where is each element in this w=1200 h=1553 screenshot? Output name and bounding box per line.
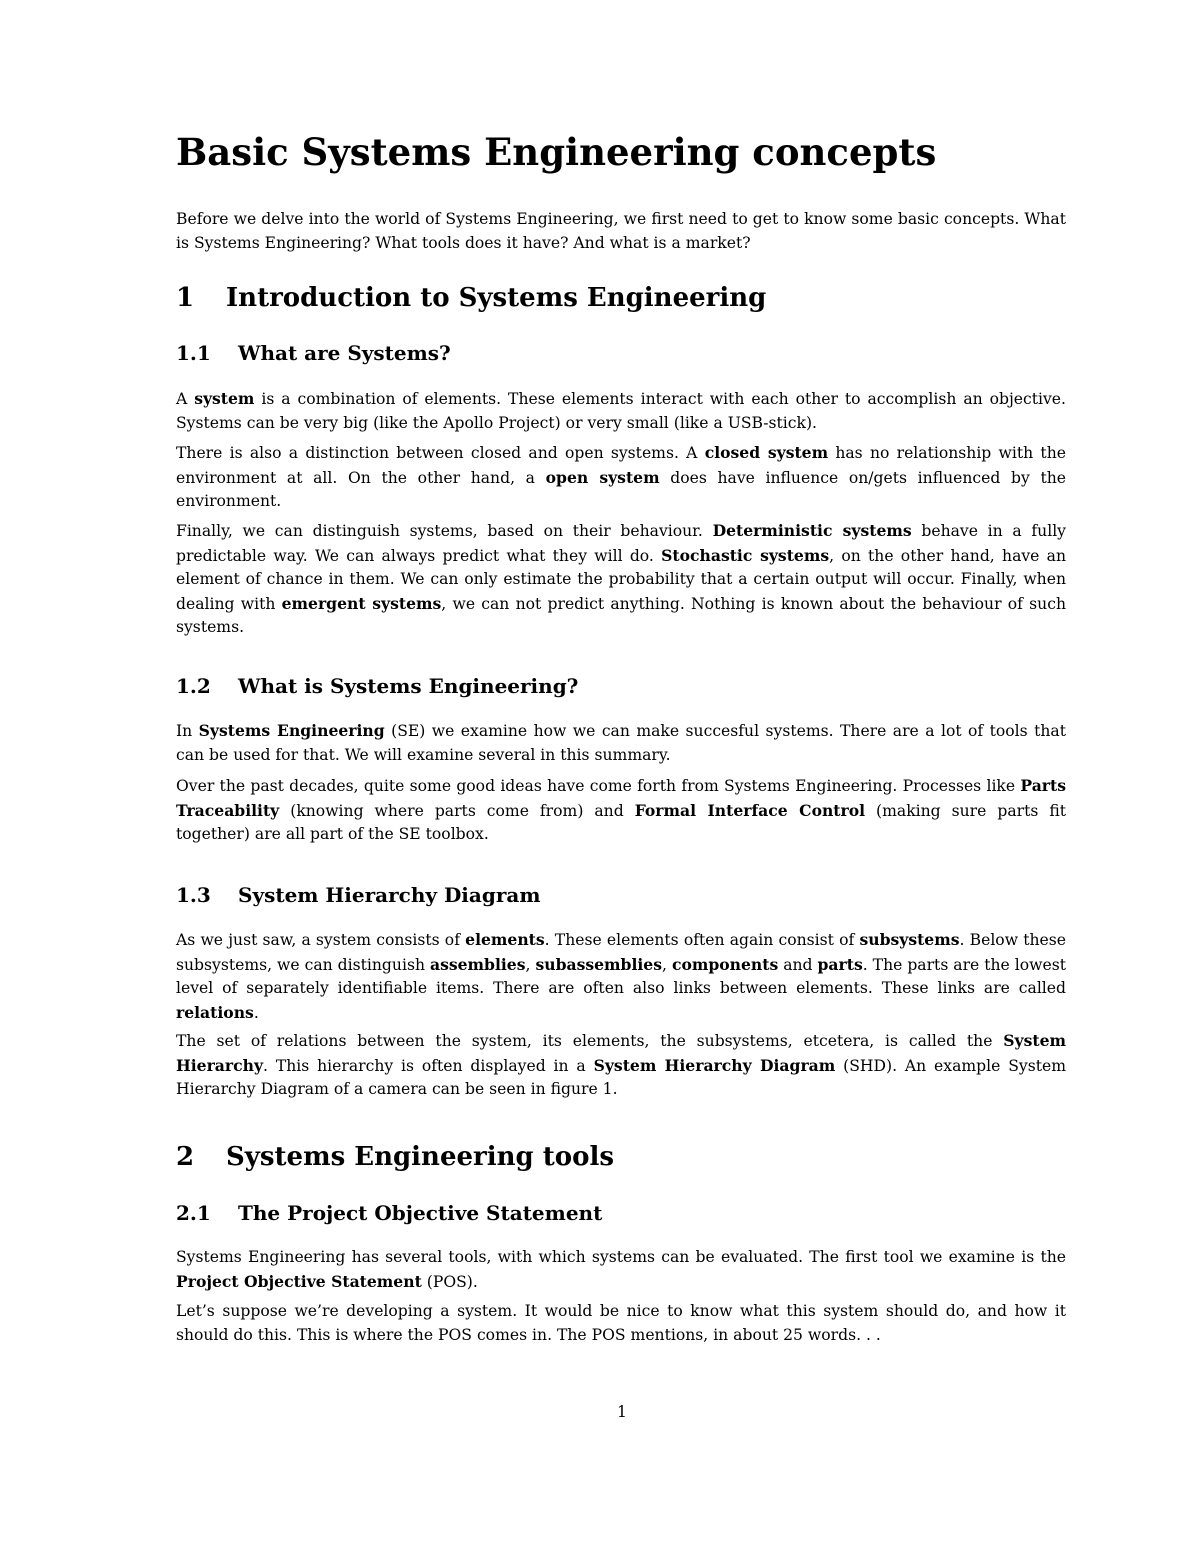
subsection-title: What is Systems Engineering? [238,674,579,698]
term: Stochastic systems [661,545,830,565]
section-2-heading [176,1141,614,1173]
paragraph: In Systems Engineering (SE) we examine how we can make succesful systems. There are a lot of tools that can be used for that. We will examine several in this summary. [176,721,1066,764]
paragraph: A system is a combination of elements. These elements interact with each other to accomplish an objective. Systems can be very big (like the Apollo Project) or very small (like a USB-stick). [176,389,1066,432]
paragraph: Over the past decades, quite some good ideas have come forth from Systems Engineering. Processes like Parts Traceability (knowing where parts come from) and Formal Interface Control (making sure parts fit together) are all part of the SE toolbox. [176,776,1066,843]
term: Formal Interface Control [634,800,866,820]
term: System Hierarchy Diagram [593,1055,836,1075]
term: Systems Engineering [198,721,385,740]
term: components [671,954,779,974]
term: subassemblies [535,954,663,974]
subsection-1-3-heading [176,882,541,908]
section-number: 2 [176,1142,195,1172]
term: System Hierarchy [176,1031,1066,1075]
subsection-2-1-heading [176,1200,602,1226]
paragraph: Systems Engineering has several tools, with which systems can be evaluated. The first tool we examine is the Project Objective Statement (POS). [176,1248,1066,1291]
subsection-number: 2.1 [176,1201,211,1225]
subsection-1-2-heading [176,673,578,699]
subsection-title: The Project Objective Statement [238,1201,603,1225]
paragraph: Finally, we can distinguish systems, based on their behaviour. Deterministic systems behave in a fully predictable way. We can always predict what they will do. Stochastic systems, on the other hand, have an element of chance in them. We can only estimate the probability that a certain output will occur. Finally, when dealing with emergent systems, we can not predict anything. Nothing is known about the behaviour of such systems. [176,521,1066,636]
term: system [194,389,255,408]
term: subsystems [859,930,960,949]
term: open system [545,467,660,487]
section-title: Systems Engineering tools [226,1142,614,1172]
paragraph: The set of relations between the system, its elements, the subsystems, etcetera, is called the System Hierarchy. This hierarchy is often displayed in a System Hierarchy Diagram (SHD). An example System Hierarchy Diagram of a camera can be seen in figure 1. [176,1031,1066,1098]
document-title: Basic Systems Engineering concepts [176,130,937,174]
term: parts [817,954,863,974]
paragraph: There is also a distinction between closed and open systems. A closed system has no relationship with the environment at all. On the other hand, a open system does have influence on/gets influenced by the environment. [176,443,1066,510]
paragraph: As we just saw, a system consists of elements. These elements often again consist of subsystems. Below these subsystems, we can distinguish assemblies, subassemblies, components and parts. The parts are the lowest level of separately identifiable items. There are often also links between elements. These links are called relations. [176,930,1066,1022]
term: elements [465,930,545,949]
term: closed system [704,443,829,462]
intro-paragraph: Before we delve into the world of Systems Engineering, we first need to get to know some basic concepts. What is Systems Engineering? What tools does it have? And what is a market? [176,210,1066,252]
term: assemblies [429,954,526,974]
term: Parts Traceability [176,776,1066,820]
paragraph: Let’s suppose we’re developing a system. It would be nice to know what this system should do, and how it should do this. This is where the POS comes in. The POS mentions, in about 25 words. . . [176,1302,1066,1344]
term: Deterministic systems [712,521,912,540]
page-number: 1 [617,1403,627,1421]
section-number: 1 [176,283,195,313]
subsection-title: What are Systems? [238,341,451,365]
subsection-number: 1.1 [176,341,211,365]
document-page [176,0,1068,1553]
subsection-number: 1.2 [176,674,211,698]
subsection-number: 1.3 [176,883,211,907]
term: Project Objective Statement [176,1271,422,1291]
section-title: Introduction to Systems Engineering [226,283,767,313]
term: relations [176,1002,254,1022]
subsection-1-1-heading [176,340,451,366]
section-1-heading [176,282,766,314]
term: emergent systems [281,593,442,613]
subsection-title: System Hierarchy Diagram [238,883,541,907]
